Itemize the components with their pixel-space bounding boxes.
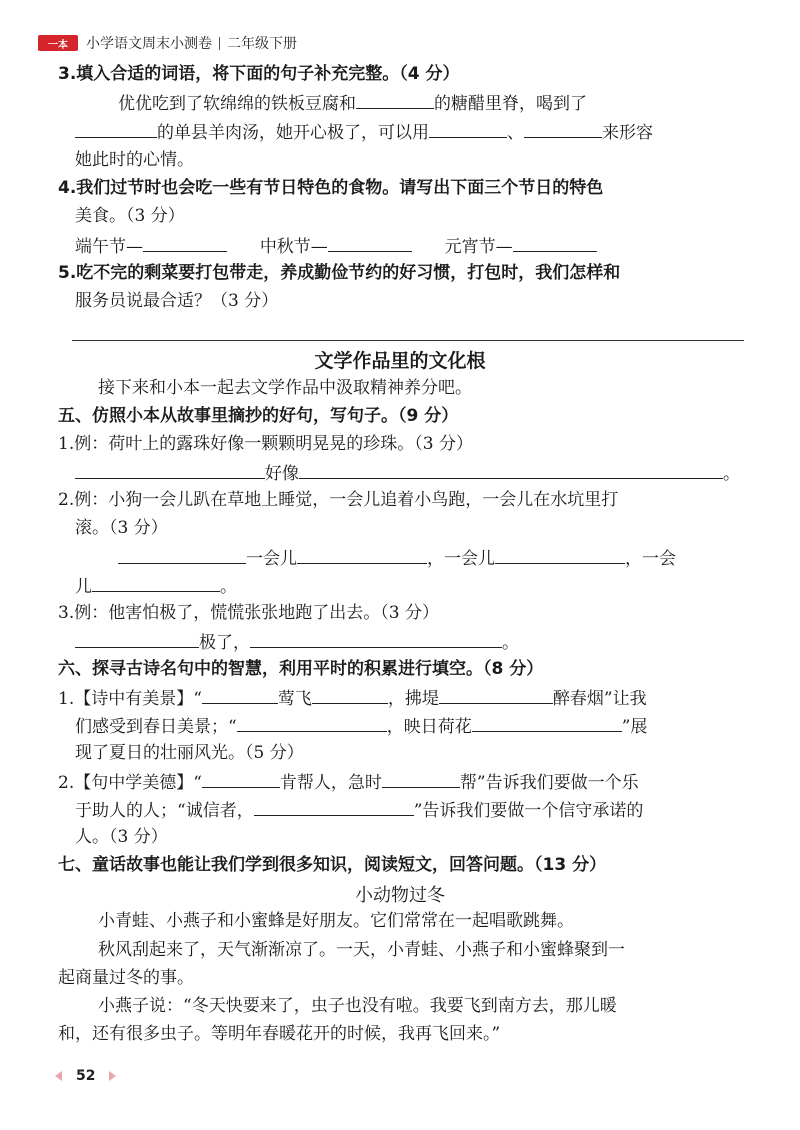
story-paragraph-2-cont: 起商量过冬的事。 bbox=[58, 968, 194, 988]
festival-label: 中秋节— bbox=[259, 237, 328, 257]
page-footer bbox=[55, 1068, 116, 1084]
answer-blank[interactable] bbox=[92, 573, 220, 592]
q3-text: 的糖醋里脊，喝到了 bbox=[434, 94, 587, 114]
part6-q2-line3: 人。（3 分） bbox=[75, 827, 168, 847]
part5-example3: 3.例：他害怕极了，慌慌张张地跑了出去。（3 分） bbox=[58, 603, 439, 623]
prompt-word: 好像 bbox=[265, 464, 299, 484]
part6-q1-line2 bbox=[75, 713, 647, 739]
part6-q1-line3: 现了夏日的壮丽风光。（5 分） bbox=[75, 743, 304, 763]
poem-text: ，拂堤 bbox=[387, 689, 439, 709]
prompt-word: 极了， bbox=[199, 633, 250, 653]
story-paragraph-1: 小青蛙、小燕子和小蜜蜂是好朋友。它们常常在一起唱歌跳舞。 bbox=[98, 911, 574, 931]
answer-blank[interactable] bbox=[382, 769, 460, 788]
q4-heading: 4.我们过节时也会吃一些有节日特色的食物。请写出下面三个节日的特色 bbox=[58, 178, 604, 198]
answer-blank[interactable] bbox=[202, 685, 278, 704]
punctuation: 。 bbox=[723, 464, 740, 484]
q3-text: 来形容 bbox=[602, 123, 653, 143]
festival-label: 元宵节— bbox=[444, 237, 513, 257]
part6-heading: 六、探寻古诗名句中的智慧，利用平时的积累进行填空。（8 分） bbox=[58, 659, 544, 679]
answer-line[interactable] bbox=[72, 340, 744, 341]
proverb-text: 于助人的人；“诚信者， bbox=[75, 801, 254, 821]
prompt-word: ，一会 bbox=[625, 549, 676, 569]
part5-answer2-cont bbox=[75, 573, 237, 599]
arrow-right-icon bbox=[109, 1071, 116, 1081]
q3-line2 bbox=[75, 119, 653, 145]
part5-heading: 五、仿照小本从故事里摘抄的好句，写句子。（9 分） bbox=[58, 406, 459, 426]
section-title: 文学作品里的文化根 bbox=[314, 350, 486, 372]
q3-text: 、 bbox=[507, 123, 524, 143]
poem-text: 莺飞 bbox=[277, 689, 312, 709]
arrow-left-icon bbox=[55, 1071, 62, 1081]
proverb-text: 帮”告诉我们要做一个乐 bbox=[459, 773, 639, 793]
prompt-word: 一会儿 bbox=[246, 549, 297, 569]
answer-blank[interactable] bbox=[254, 797, 414, 816]
punctuation: 。 bbox=[502, 633, 519, 653]
q3-line1 bbox=[118, 90, 587, 116]
q4-cont: 美食。（3 分） bbox=[75, 206, 185, 226]
festival-label: 端午节— bbox=[75, 237, 143, 257]
answer-blank[interactable] bbox=[118, 545, 246, 564]
story-paragraph-3-cont: 和，还有很多虫子。等明年春暖花开的时候，我再飞回来。” bbox=[58, 1024, 501, 1044]
answer-blank[interactable] bbox=[75, 119, 157, 138]
q5-cont: 服务员说最合适？（3 分） bbox=[75, 291, 279, 311]
prompt-word: 儿 bbox=[75, 577, 92, 597]
part6-q2-line2 bbox=[75, 797, 643, 823]
q4-festivals bbox=[75, 233, 597, 259]
answer-blank[interactable] bbox=[237, 713, 387, 732]
answer-blank[interactable] bbox=[75, 629, 199, 648]
story-paragraph-3: 小燕子说：“冬天快要来了，虫子也没有啦。我要飞到南方去，那儿暖 bbox=[98, 996, 617, 1016]
answer-blank[interactable] bbox=[250, 629, 502, 648]
poem-text: 们感受到春日美景；“ bbox=[75, 717, 237, 737]
proverb-text: ”告诉我们要做一个信守承诺的 bbox=[413, 801, 644, 821]
poem-prompt: 1.【诗中有美景】“ bbox=[58, 689, 202, 709]
part5-answer2 bbox=[118, 545, 676, 571]
poem-text: ，映日荷花 bbox=[386, 717, 472, 737]
poem-text: ”展 bbox=[621, 717, 648, 737]
answer-blank[interactable] bbox=[429, 119, 507, 138]
answer-blank[interactable] bbox=[143, 233, 227, 252]
answer-blank[interactable] bbox=[328, 233, 412, 252]
part5-example2-cont: 滚。（3 分） bbox=[75, 518, 168, 538]
brand-logo: 一本 bbox=[38, 35, 78, 51]
answer-blank[interactable] bbox=[299, 460, 723, 479]
answer-blank[interactable] bbox=[202, 769, 280, 788]
answer-blank[interactable] bbox=[472, 713, 622, 732]
part5-answer3 bbox=[75, 629, 519, 655]
story-title: 小动物过冬 bbox=[355, 885, 445, 906]
proverb-text: 肯帮人，急时 bbox=[279, 773, 382, 793]
story-paragraph-2: 秋风刮起来了，天气渐渐凉了。一天，小青蛙、小燕子和小蜜蜂聚到一 bbox=[98, 940, 625, 960]
q3-text: 优优吃到了软绵绵的铁板豆腐和 bbox=[118, 94, 356, 114]
answer-blank[interactable] bbox=[495, 545, 625, 564]
page-header bbox=[38, 34, 297, 52]
answer-blank[interactable] bbox=[312, 685, 388, 704]
section-intro: 接下来和小本一起去文学作品中汲取精神养分吧。 bbox=[98, 378, 472, 398]
answer-blank[interactable] bbox=[297, 545, 427, 564]
q3-heading: 3.填入合适的词语，将下面的句子补充完整。（4 分） bbox=[58, 64, 460, 84]
prompt-word: ，一会儿 bbox=[427, 549, 495, 569]
answer-blank[interactable] bbox=[439, 685, 553, 704]
answer-blank[interactable] bbox=[513, 233, 597, 252]
part5-example1: 1.例：荷叶上的露珠好像一颗颗明晃晃的珍珠。（3 分） bbox=[58, 434, 473, 454]
poem-text: 醉春烟”让我 bbox=[552, 689, 647, 709]
punctuation: 。 bbox=[220, 577, 237, 597]
grade-label: 二年级下册 bbox=[227, 36, 297, 52]
part5-answer1 bbox=[75, 460, 740, 486]
answer-blank[interactable] bbox=[524, 119, 602, 138]
part6-q1-line1 bbox=[58, 685, 647, 711]
proverb-prompt: 2.【句中学美德】“ bbox=[58, 773, 202, 793]
q3-line3: 她此时的心情。 bbox=[75, 150, 194, 170]
part6-q2-line1 bbox=[58, 769, 639, 795]
header-divider bbox=[219, 37, 220, 50]
answer-blank[interactable] bbox=[356, 90, 434, 109]
part5-example2: 2.例：小狗一会儿趴在草地上睡觉，一会儿追着小鸟跑，一会儿在水坑里打 bbox=[58, 490, 619, 510]
q5-heading: 5.吃不完的剩菜要打包带走，养成勤俭节约的好习惯，打包时，我们怎样和 bbox=[58, 263, 621, 283]
part7-heading: 七、童话故事也能让我们学到很多知识，阅读短文，回答问题。（13 分） bbox=[58, 855, 607, 875]
book-title: 小学语文周末小测卷 bbox=[86, 36, 212, 52]
page-number: 52 bbox=[76, 1068, 96, 1084]
answer-blank[interactable] bbox=[75, 460, 265, 479]
q3-text: 的单县羊肉汤，她开心极了，可以用 bbox=[157, 123, 429, 143]
